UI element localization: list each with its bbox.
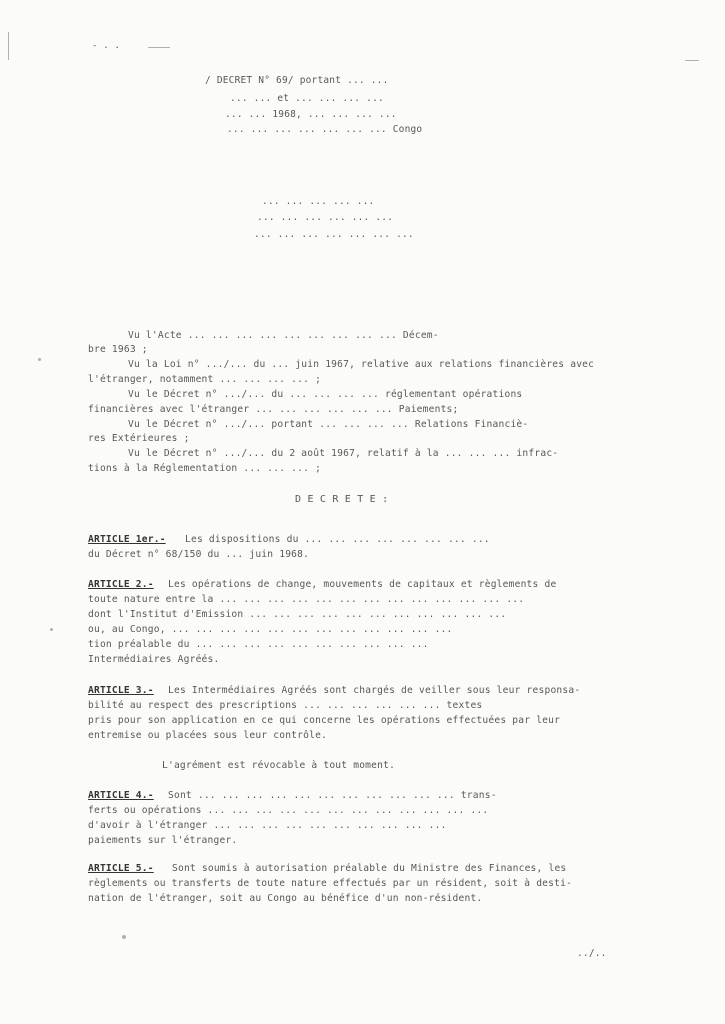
article-1-line: du Décret n° 68/150 du ... juin 1968. — [88, 549, 310, 560]
preamble-line: Vu la Loi n° .../... du ... juin 1967, relative aux relations financières avec — [128, 359, 595, 370]
scan-mark — [8, 32, 9, 60]
preamble-line: bre 1963 ; — [88, 344, 148, 355]
article-3-line: bilité au respect des prescriptions ... ... ... ... ... ... textes — [88, 700, 483, 711]
header-line: ... ... ... ... ... ... ... Congo — [227, 124, 423, 135]
article-4-line: Sont ... ... ... ... ... ... ... ... ... ... ... trans- — [168, 790, 497, 801]
preamble-line: Vu l'Acte ... ... ... ... ... ... ... ... ... Décem- — [128, 330, 439, 341]
scan-mark — [38, 358, 41, 361]
preamble-line: financières avec l'étranger ... ... ... ... ... ... Paiements; — [88, 404, 459, 415]
article-4-line: paiements sur l'étranger. — [88, 835, 238, 846]
continuation-mark: ../.. — [577, 948, 607, 959]
article-4-line: d'avoir à l'étranger ... ... ... ... ... ... ... ... ... ... — [88, 820, 447, 831]
preamble-line: tions à la Réglementation ... ... ... ; — [88, 463, 322, 474]
article-3-line: pris pour son application en ce qui concerne les opérations effectuées par leur — [88, 715, 561, 726]
header-line: ... ... 1968, ... ... ... ... — [225, 109, 397, 120]
article-5-line: règlements ou transferts de toute nature effectués par un résident, soit à desti- — [88, 878, 573, 889]
article-5-line: Sont soumis à autorisation préalable du Ministre des Finances, les — [172, 863, 567, 874]
article-4-line: ferts ou opérations ... ... ... ... ... ... ... ... ... ... ... ... — [88, 805, 489, 816]
article-2-label: ARTICLE 2.- — [88, 579, 154, 590]
article-1-line: Les dispositions du ... ... ... ... ... ... ... ... — [185, 534, 490, 545]
decrete-heading: D E C R E T E : — [295, 494, 389, 505]
preamble-line: Vu le Décret n° .../... du 2 août 1967, relatif à la ... ... ... infrac- — [128, 448, 559, 459]
header-line: ... ... et ... ... ... ... — [230, 93, 384, 104]
header-line: / DECRET N° 69/ portant ... ... — [205, 75, 389, 86]
article-2-line: tion préalable du ... ... ... ... ... ... ... ... ... ... — [88, 639, 429, 650]
article-2-line: Les opérations de change, mouvements de capitaux et règlements de — [168, 579, 557, 590]
scan-mark — [148, 47, 170, 48]
top-mark: - . . — [92, 41, 121, 51]
article-3-line: Les Intermédiaires Agréés sont chargés de veiller sous leur responsa- — [168, 685, 581, 696]
signatory-line: ... ... ... ... ... — [262, 196, 375, 207]
scan-mark — [122, 935, 126, 939]
article-1-label: ARTICLE 1er.- — [88, 534, 166, 545]
article-5-line: nation de l'étranger, soit au Congo au bénéfice d'un non-résident. — [88, 893, 483, 904]
article-2-line: ou, au Congo, ... ... ... ... ... ... ... ... ... ... ... ... — [88, 624, 453, 635]
article-2-line: toute nature entre la ... ... ... ... ... ... ... ... ... ... ... ... ... — [88, 594, 525, 605]
preamble-line: Vu le Décret n° .../... du ... ... ... ... réglementant opérations — [128, 389, 523, 400]
preamble-line: l'étranger, notamment ... ... ... ... ; — [88, 374, 322, 385]
preamble-line: res Extérieures ; — [88, 433, 190, 444]
article-2-line: dont l'Institut d'Emission ... ... ... ... ... ... ... ... ... ... ... — [88, 609, 507, 620]
signatory-line: ... ... ... ... ... ... — [257, 212, 394, 223]
article-3-label: ARTICLE 3.- — [88, 685, 154, 696]
article-3-line: entremise ou placées sous leur contrôle. — [88, 730, 328, 741]
article-4-label: ARTICLE 4.- — [88, 790, 154, 801]
signatory-line: ... ... ... ... ... ... ... — [254, 229, 414, 240]
scan-mark — [685, 60, 699, 61]
article-2-line: Intermédiaires Agréés. — [88, 654, 220, 665]
article-3-line: L'agrément est révocable à tout moment. — [162, 760, 396, 771]
preamble-line: Vu le Décret n° .../... portant ... ... ... ... Relations Financiè- — [128, 419, 529, 430]
article-5-label: ARTICLE 5.- — [88, 863, 154, 874]
scan-mark — [50, 628, 53, 631]
